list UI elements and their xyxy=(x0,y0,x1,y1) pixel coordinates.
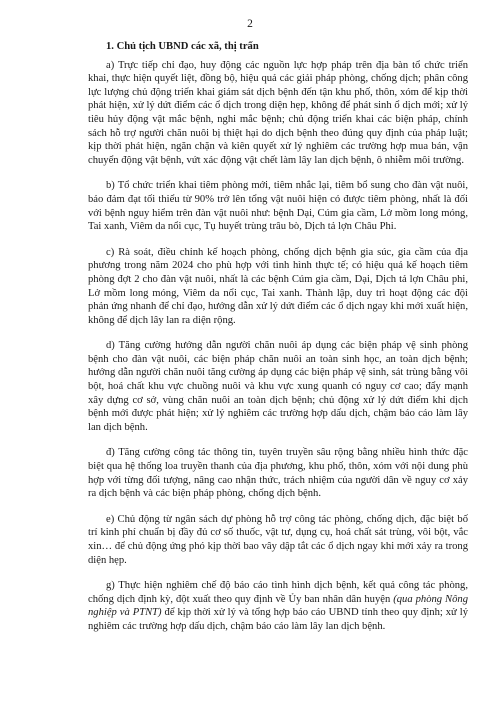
paragraph-a: a) Trực tiếp chỉ đạo, huy động các nguồn lực hợp pháp trên địa bàn tổ chức triển khai, thực hiện quyết liệt, đồng bộ, hiệu quả các giải pháp phòng, chống dịch; phân công lực lượng chủ động triển khai giám sát dịch bệnh đến tận khu phố, thôn, xóm để kịp thời phát hiện, xử lý dứt điểm các ổ dịch trong diện hẹp, không để phát sinh ổ dịch mới; xử lý tiêu hủy động vật mắc bệnh, nghi mắc bệnh; chủ động triển khai các biện pháp, chính sách hỗ trợ người chăn nuôi bị thiệt hại do dịch bệnh theo đúng quy định của pháp luật; kịp thời phát hiện, ngăn chặn và kiên quyết xử lý nghiêm các trường hợp mua bán, vận chuyển động vật bệnh, vứt xác động vật chết làm lây lan dịch bệnh, ô nhiễm môi trường. xyxy=(88,59,468,166)
paragraph-e: e) Chủ động từ ngân sách dự phòng hỗ trợ công tác phòng, chống dịch, đặc biệt bố trí kinh phí chuẩn bị đầy đủ cơ số thuốc, vật tư, dụng cụ, hoá chất sát trùng, vôi bột, vắc xin… để chủ động ứng phó kịp thời bao vây dập tắt các ổ dịch ngay khi mới xảy ra trong diện hẹp. xyxy=(88,513,468,566)
paragraph-g-italic-note: (qua phòng Nông nghiệp và PTNT) xyxy=(88,593,468,619)
section-heading: 1. Chủ tịch UBND các xã, thị trấn xyxy=(106,41,259,52)
paragraph-g-text-end: để kịp thời xử lý và tổng hợp báo cáo UBND tỉnh theo quy định; xử lý nghiêm các trường hợp dấu dịch, chậm báo cáo làm lây lan dịch bệnh. xyxy=(88,607,468,632)
paragraph-d: d) Tăng cường hướng dẫn người chăn nuôi áp dụng các biện pháp vệ sinh phòng bệnh cho đàn vật nuôi, các biện pháp chăn nuôi an toàn sinh học, an toàn dịch bệnh; hướng dẫn người chăn nuôi tăng cường áp dụng các biện pháp vệ sinh, sát trùng bằng vôi bột, hoá chất khu vực chuồng nuôi và khu vực xung quanh có nguy cơ cao; đẩy mạnh xây dựng cơ sở, vùng chăn nuôi an toàn dịch bệnh; chủ động xử lý dứt điểm khi dịch bệnh mới được phát hiện; xử lý nghiêm các trường hợp dấu dịch, chậm báo cáo làm lây lan dịch bệnh. xyxy=(88,340,468,433)
paragraph-b: b) Tổ chức triển khai tiêm phòng mới, tiêm nhắc lại, tiêm bổ sung cho đàn vật nuôi, bảo đảm đạt tối thiểu từ 90% trở lên tổng vật nuôi hiện có được tiêm phòng, nhất là đối với bệnh nguy hiểm trên đàn vật nuôi như: bệnh Dại, Cúm gia cầm, Lở mồm long móng, Tai xanh, Viêm da nổi cục, Tụ huyết trùng trâu bò, Dịch tả lợn Châu Phi. xyxy=(88,180,468,233)
paragraph-g xyxy=(88,579,468,633)
paragraph-g-text-start: g) Thực hiện nghiêm chế độ báo cáo tình hình dịch bệnh, kết quả công tác phòng, chống dịch định kỳ, đột xuất theo quy định về Ủy ban nhân dân huyện xyxy=(88,580,468,605)
paragraph-dd: đ) Tăng cường công tác thông tin, tuyên truyền sâu rộng bằng nhiều hình thức đặc biệt qua hệ thống loa truyền thanh của địa phương, khu phố, thôn, xóm với nội dung phù hợp với từng đối tượng, nâng cao nhận thức, trách nhiệm của người dân về nguy cơ xảy ra dịch bệnh và các biện pháp phòng, chống dịch bệnh. xyxy=(88,447,468,500)
paragraph-c: c) Rà soát, điều chỉnh kế hoạch phòng, chống dịch bệnh gia súc, gia cầm của địa phương trong năm 2024 cho phù hợp với tình hình thực tế; có hiệu quả kế hoạch tiêm phòng đợt 2 cho đàn vật nuôi, nhất là các bệnh Cúm gia cầm, Dại, Dịch tả lợn Châu phi, Lở mồm long móng, Viêm da nổi cục, Tai xanh. Thành lập, duy trì hoạt động các đội phản ứng nhanh để chỉ đạo, hướng dẫn xử lý dứt điểm các ổ dịch ngay khi mới xuất hiện, không để dịch lây lan ra diện rộng. xyxy=(88,246,468,326)
page-number: 2 xyxy=(247,18,253,30)
document-body xyxy=(88,40,468,634)
